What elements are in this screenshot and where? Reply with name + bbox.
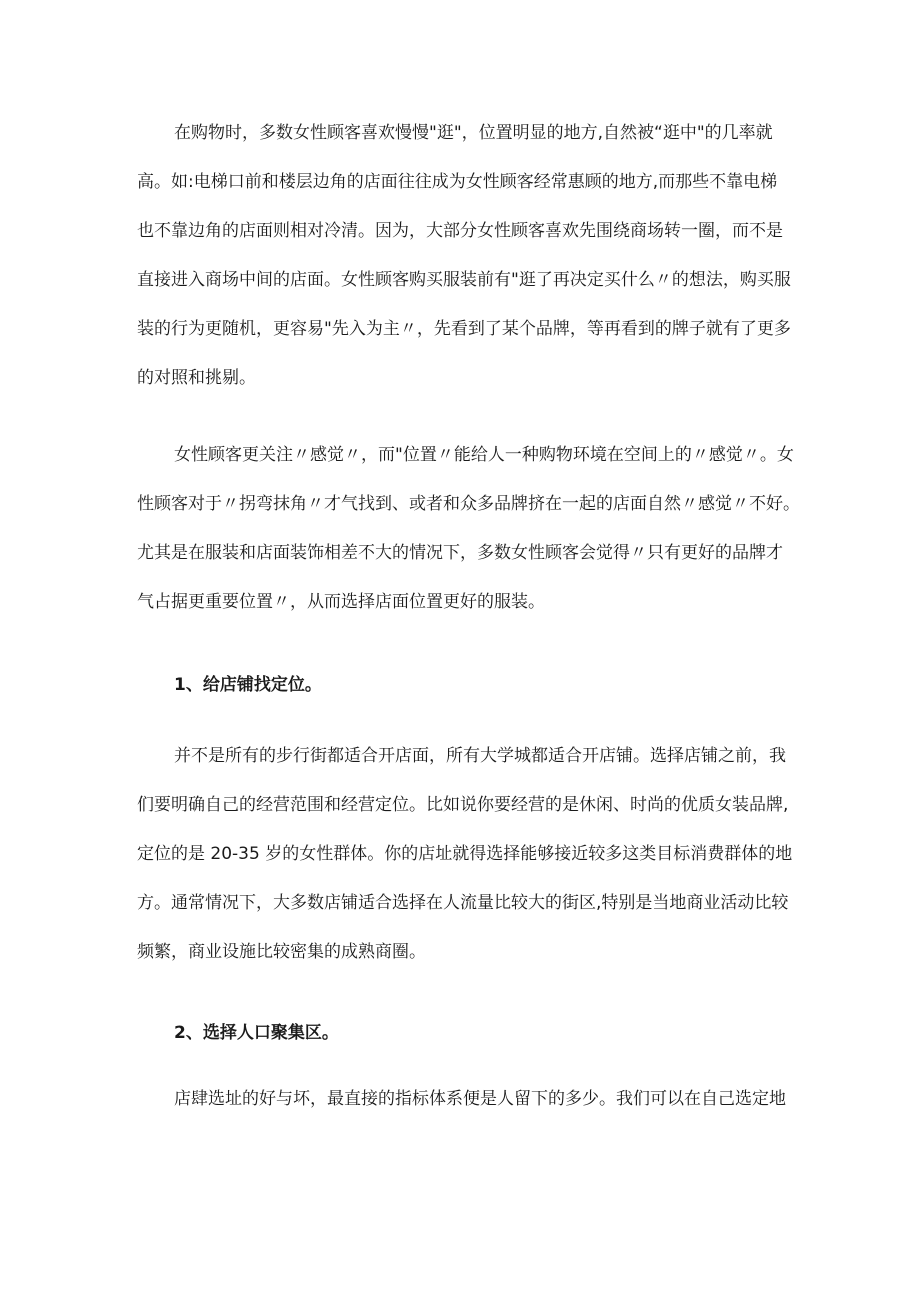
section-1-line-3: 定位的是 20-35 岁的女性群体。你的店址就得选择能够接近较多这类目标消费群体的地 (137, 844, 793, 864)
section-2-heading: 2、选择人口聚集区。 (174, 1023, 339, 1043)
paragraph-2-line-1: 女性顾客更关注〃感觉〃，而"位置〃能给人一种购物环境在空间上的〃感觉〃。女 (174, 445, 794, 465)
paragraph-1-line-6: 的对照和挑剔。 (137, 368, 256, 388)
section-2-line-1: 店肆选址的好与坏，最直接的指标体系便是人留下的多少。我们可以在自己选定地 (174, 1089, 786, 1109)
paragraph-1-line-3: 也不靠边角的店面则相对冷清。因为，大部分女性顾客喜欢先围绕商场转一圈，而不是 (137, 221, 783, 241)
section-1-line-5: 频繁，商业设施比较密集的成熟商圈。 (137, 942, 426, 962)
paragraph-1-line-1: 在购物时，多数女性顾客喜欢慢慢"逛"，位置明显的地方,自然被“逛中"的几率就 (174, 123, 773, 143)
section-1-line-4: 方。通常情况下，大多数店铺适合选择在人流量比较大的街区,特别是当地商业活动比较 (137, 893, 789, 913)
paragraph-2-line-2: 性顾客对于〃拐弯抹角〃才气找到、或者和众多品牌挤在一起的店面自然〃感觉〃不好。 (137, 494, 800, 514)
section-1-line-2: 们要明确自己的经营范围和经营定位。比如说你要经营的是休闲、时尚的优质女装品牌, (137, 795, 789, 815)
paragraph-2-line-3: 尤其是在服装和店面装饰相差不大的情况下，多数女性顾客会觉得〃只有更好的品牌才 (137, 543, 783, 563)
paragraph-1-line-4: 直接进入商场中间的店面。女性顾客购买服装前有"逛了再决定买什么〃的想法，购买服 (137, 270, 791, 290)
paragraph-2-line-4: 气占据更重要位置〃，从而选择店面位置更好的服装。 (137, 592, 545, 612)
section-1-heading: 1、给店铺找定位。 (174, 675, 322, 695)
section-1-line-1: 并不是所有的步行街都适合开店面，所有大学城都适合开店铺。选择店铺之前，我 (174, 746, 786, 766)
paragraph-1-line-5: 装的行为更随机，更容易"先入为主〃，先看到了某个品牌，等再看到的牌子就有了更多 (137, 319, 791, 339)
paragraph-1-line-2: 高。如:电梯口前和楼层边角的店面往往成为女性顾客经常惠顾的地方,而那些不靠电梯 (137, 172, 778, 192)
